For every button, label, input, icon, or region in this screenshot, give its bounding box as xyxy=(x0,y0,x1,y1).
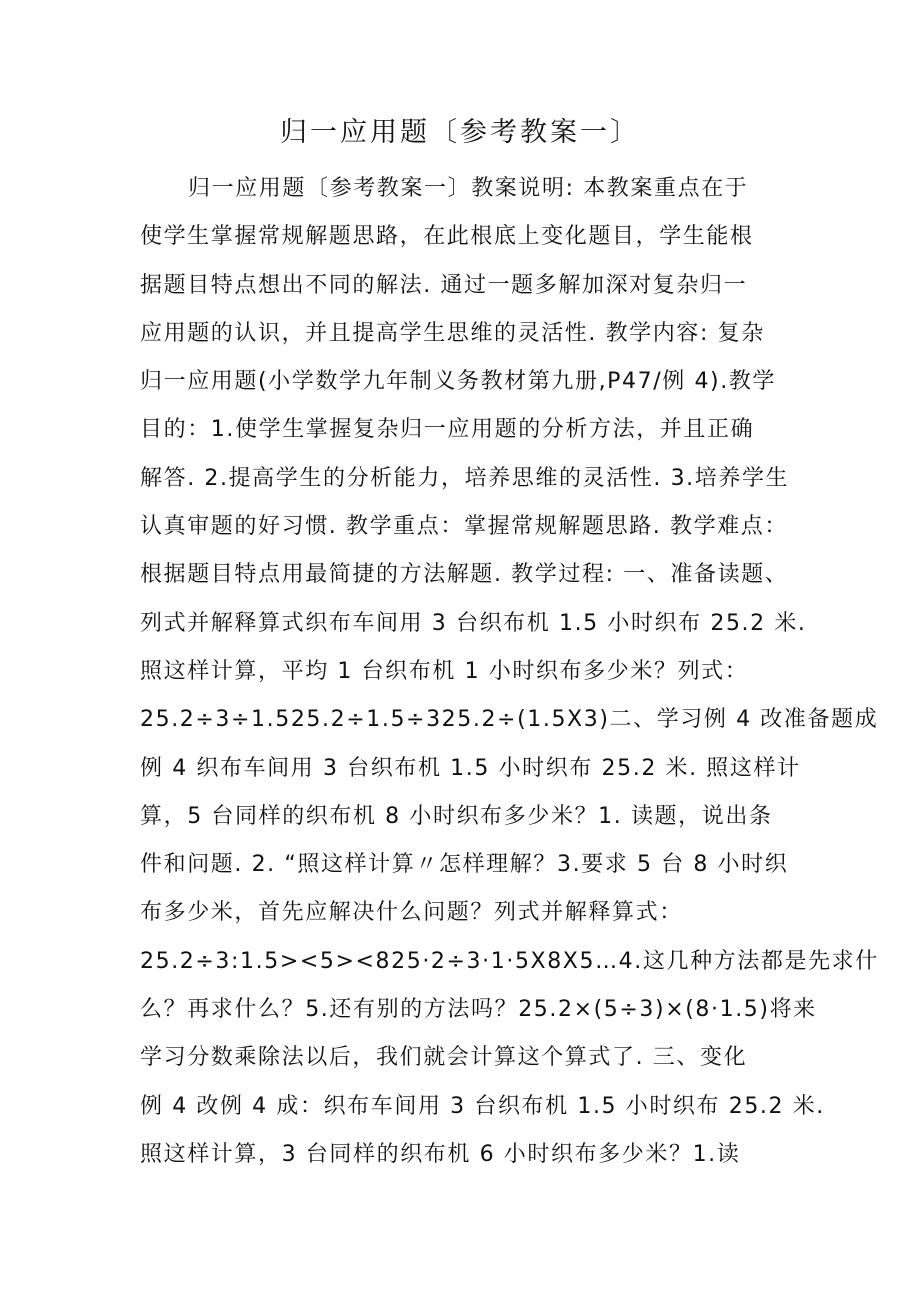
text-line: 根据题目特点用最简捷的方法解题. 教学过程: 一、准备读题、 xyxy=(140,562,789,588)
text-line: 照这样计算，平均 1 台织布机 1 小时织布多少米？列式： xyxy=(140,658,749,684)
text-line: 认真审题的好习惯. 教学重点：掌握常规解题思路. 教学难点： xyxy=(140,514,788,540)
document-body xyxy=(140,165,879,1179)
text-line: 据题目特点想出不同的解法. 通过一题多解加深对复杂归一 xyxy=(140,272,748,298)
text-line: 例 4 织布车间用 3 台织布机 1.5 小时织布 25.2 米. 照这样计 xyxy=(140,755,801,781)
text-line: 列式并解释算式织布车间用 3 台织布机 1.5 小时织布 25.2 米. xyxy=(140,610,807,636)
text-line: 应用题的认识，并且提高学生思维的灵活性. 教学内容: 复杂 xyxy=(140,320,765,346)
text-line: 算，5 台同样的织布机 8 小时织布多少米？1. 读题，说出条 xyxy=(140,803,773,829)
text-line: 么？再求什么？5.还有别的方法吗？25.2×(5÷3)×(8·1.5)将来 xyxy=(140,997,817,1023)
text-line: 学习分数乘除法以后，我们就会计算这个算式了. 三、变化 xyxy=(140,1045,748,1071)
text-line: 例 4 改例 4 成：织布车间用 3 台织布机 1.5 小时织布 25.2 米. xyxy=(140,1093,825,1119)
text-line: 归一应用题(小学数学九年制义务教材第九册,P47/例 4).教学 xyxy=(140,369,777,395)
text-line: 25.2÷3÷1.525.2÷1.5÷325.2÷(1.5X3)二、学习例 4 改准备题成 xyxy=(140,707,879,733)
text-line: 目的：1.使学生掌握复杂归一应用题的分析方法，并且正确 xyxy=(140,417,755,443)
text-line: 使学生掌握常规解题思路，在此根底上变化题目，学生能根 xyxy=(140,224,754,250)
text-line: 件和问题. 2. “照这样计算〃怎样理解？3.要求 5 台 8 小时织 xyxy=(140,852,789,878)
text-line: 25.2÷3:1.5><5><825·2÷3·1·5X8X5…4.这几种方法都是先求什 xyxy=(140,948,879,974)
text-line: 归一应用题〔参考教案一〕教案说明: 本教案重点在于 xyxy=(188,176,749,201)
text-line: 解答. 2.提高学生的分析能力，培养思维的灵活性. 3.培养学生 xyxy=(140,465,790,491)
text-line: 照这样计算，3 台同样的织布机 6 小时织布多少米？1.读 xyxy=(140,1141,741,1167)
document-title: 归一应用题〔参考教案一〕 xyxy=(280,117,640,148)
text-line: 布多少米，首先应解决什么问题？列式并解释算式： xyxy=(140,900,683,926)
